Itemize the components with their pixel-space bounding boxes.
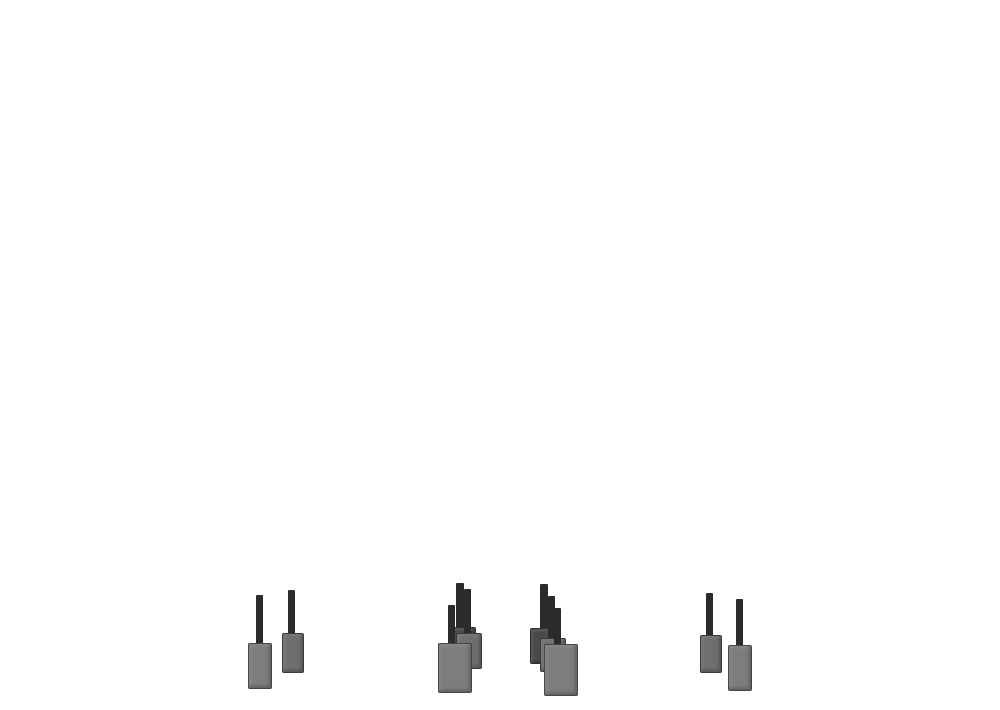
object-10-handle <box>736 599 743 649</box>
object-5-body <box>438 643 472 693</box>
object-9-handle <box>706 593 713 641</box>
object-8-body <box>544 644 578 696</box>
object-4-handle <box>464 589 471 637</box>
object-10-body <box>728 645 752 691</box>
object-2-body <box>282 633 304 673</box>
object-9-body <box>700 635 722 673</box>
object-5-handle <box>448 605 455 647</box>
object-8-handle <box>554 608 561 648</box>
object-1-body <box>248 643 272 689</box>
object-1-handle <box>256 595 263 650</box>
